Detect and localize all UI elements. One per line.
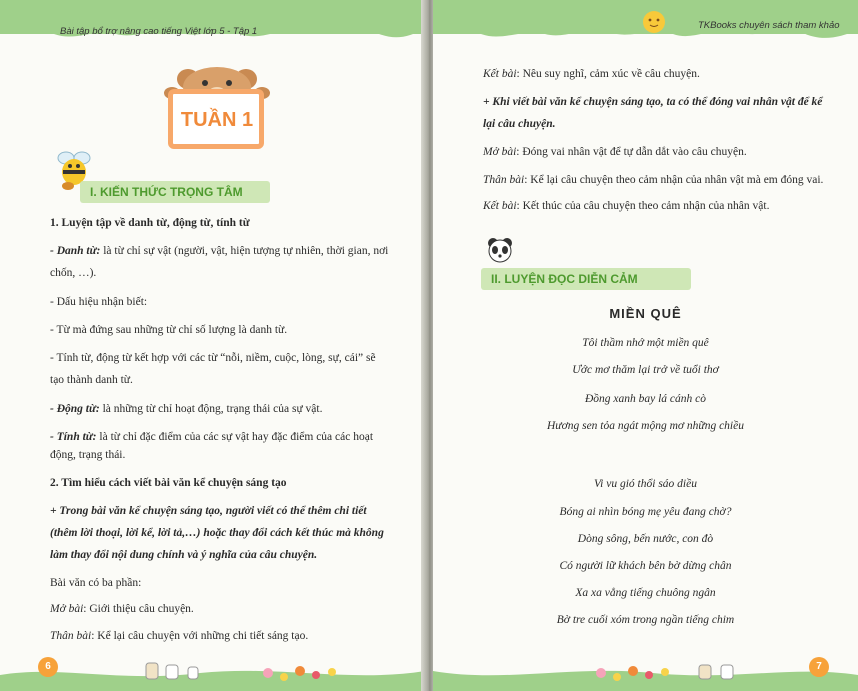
noun-definition xyxy=(50,244,388,259)
left-page xyxy=(0,0,425,691)
note-a: + Khi viết bài văn kể chuyện sáng tạo, ta có thể đóng vai nhân vật để kể xyxy=(483,96,823,108)
section-title-knowledge: I. KIẾN THỨC TRỌNG TÂM xyxy=(80,181,270,203)
sign-2: - Tính từ, động từ kết hợp với các từ “nỗi, niềm, cuộc, lòng, sự, cái” sẽ xyxy=(50,352,376,364)
page-header: TKBooks chuyên sách tham khảo xyxy=(698,20,840,31)
verb-definition xyxy=(50,402,322,417)
poem-line: Dòng sông, bến nước, con đò xyxy=(577,533,714,545)
verb-def: là những từ chỉ hoạt động, trạng thái của sự vật. xyxy=(99,403,323,415)
intro-term: Mở bài xyxy=(483,146,517,158)
sign-1: - Từ mà đứng sau những từ chỉ số lượng là danh từ. xyxy=(50,324,288,336)
body-line xyxy=(483,173,823,188)
noun-def-cont: chốn, …). xyxy=(50,267,97,279)
body-term: Thân bài xyxy=(483,174,525,186)
intro-term: Mở bài xyxy=(50,603,84,615)
heading-word-types: 1. Luyện tập về danh từ, động từ, tính từ xyxy=(50,217,250,229)
poem-line: Xa xa vẳng tiếng chuông ngân xyxy=(575,587,716,599)
end-term: Kết bài xyxy=(483,68,517,80)
sun-icon xyxy=(640,8,668,36)
poem-line: Ước mơ thăm lại trở về tuổi thơ xyxy=(572,364,719,376)
poem-line: Vi vu gió thổi sáo diều xyxy=(594,478,697,490)
note-line-2: (thêm lời thoại, lời kể, lời tả,…) hoặc thay đổi cách kết thúc mà không xyxy=(50,527,384,539)
adj-term: - Tính từ: xyxy=(50,431,97,443)
body-term: Thân bài xyxy=(50,630,92,642)
adj-def-cont: động, trạng thái. xyxy=(50,449,126,461)
end2-def: : Kết thúc của câu chuyện theo cảm nhận của nhân vật. xyxy=(516,200,770,212)
note-line-1: + Trong bài văn kể chuyện sáng tạo, người viết có thể thêm chi tiết xyxy=(50,505,367,517)
intro-line xyxy=(483,145,747,160)
bottom-decorative-band xyxy=(0,657,425,691)
heading-story-writing: 2. Tìm hiểu cách viết bài văn kể chuyện sáng tạo xyxy=(50,477,287,489)
adj-definition xyxy=(50,430,373,445)
end2-term: Kết bài xyxy=(483,200,517,212)
poem-title: MIỀN QUÊ xyxy=(609,306,682,321)
animal-doodles-icon xyxy=(146,663,198,679)
end-line xyxy=(483,67,700,82)
body-line xyxy=(50,629,308,644)
poem-line: Tôi thầm nhớ một miền quê xyxy=(582,337,709,349)
adj-def: là từ chỉ đặc điểm của các sự vật hay đặc điểm của các hoạt xyxy=(96,431,374,443)
noun-term: - Danh từ: xyxy=(50,245,101,257)
panda-icon xyxy=(485,236,515,266)
poem-line: Có người lữ khách bên bờ dừng chân xyxy=(559,560,732,572)
signs-label: - Dấu hiệu nhận biết: xyxy=(50,296,148,308)
poem-line: Hương sen tỏa ngát mộng mơ những chiều xyxy=(547,420,744,432)
end2-line xyxy=(483,199,769,214)
body-def: : Kể lại câu chuyện với những chi tiết sáng tạo. xyxy=(91,630,309,642)
noun-def: là từ chỉ sự vật (người, vật, hiện tượng tự nhiên, thời gian, nơi xyxy=(100,245,389,257)
note-b: lại câu chuyện. xyxy=(483,118,556,130)
poem-line: Bờ tre cuối xóm trong ngần tiếng chim xyxy=(556,614,735,626)
poem-line: Bóng ai nhìn bóng mẹ yêu đang chờ? xyxy=(559,506,732,518)
verb-term: - Động từ: xyxy=(50,403,100,415)
parts-label: Bài văn có ba phần: xyxy=(50,577,142,589)
note-line-3: làm thay đổi nội dung chính và ý nghĩa của câu chuyện. xyxy=(50,549,318,561)
section-title-reading: II. LUYỆN ĐỌC DIỄN CẢM xyxy=(481,268,691,290)
week-badge xyxy=(158,73,276,153)
page-number-right: 7 xyxy=(809,657,829,677)
poem-line: Đồng xanh bay lá cánh cò xyxy=(584,393,707,405)
intro-def: : Đóng vai nhân vật để tự dẫn dắt vào câu chuyện. xyxy=(516,146,747,158)
right-page xyxy=(433,0,858,691)
intro-line xyxy=(50,602,194,617)
intro-def: : Giới thiệu câu chuyện. xyxy=(83,603,194,615)
end-def: : Nêu suy nghĩ, cảm xúc về câu chuyện. xyxy=(516,68,700,80)
page-number-left: 6 xyxy=(38,657,58,677)
bottom-decorative-band xyxy=(433,657,858,691)
sign-2-cont: tạo thành danh từ. xyxy=(50,374,133,386)
body-def: : Kể lại câu chuyện theo cảm nhận của nhân vật mà em đóng vai. xyxy=(524,174,824,186)
page-header: Bài tập bổ trợ nâng cao tiếng Việt lớp 5 - Tập 1 xyxy=(60,26,258,37)
week-title: TUẦN 1 xyxy=(180,109,254,131)
